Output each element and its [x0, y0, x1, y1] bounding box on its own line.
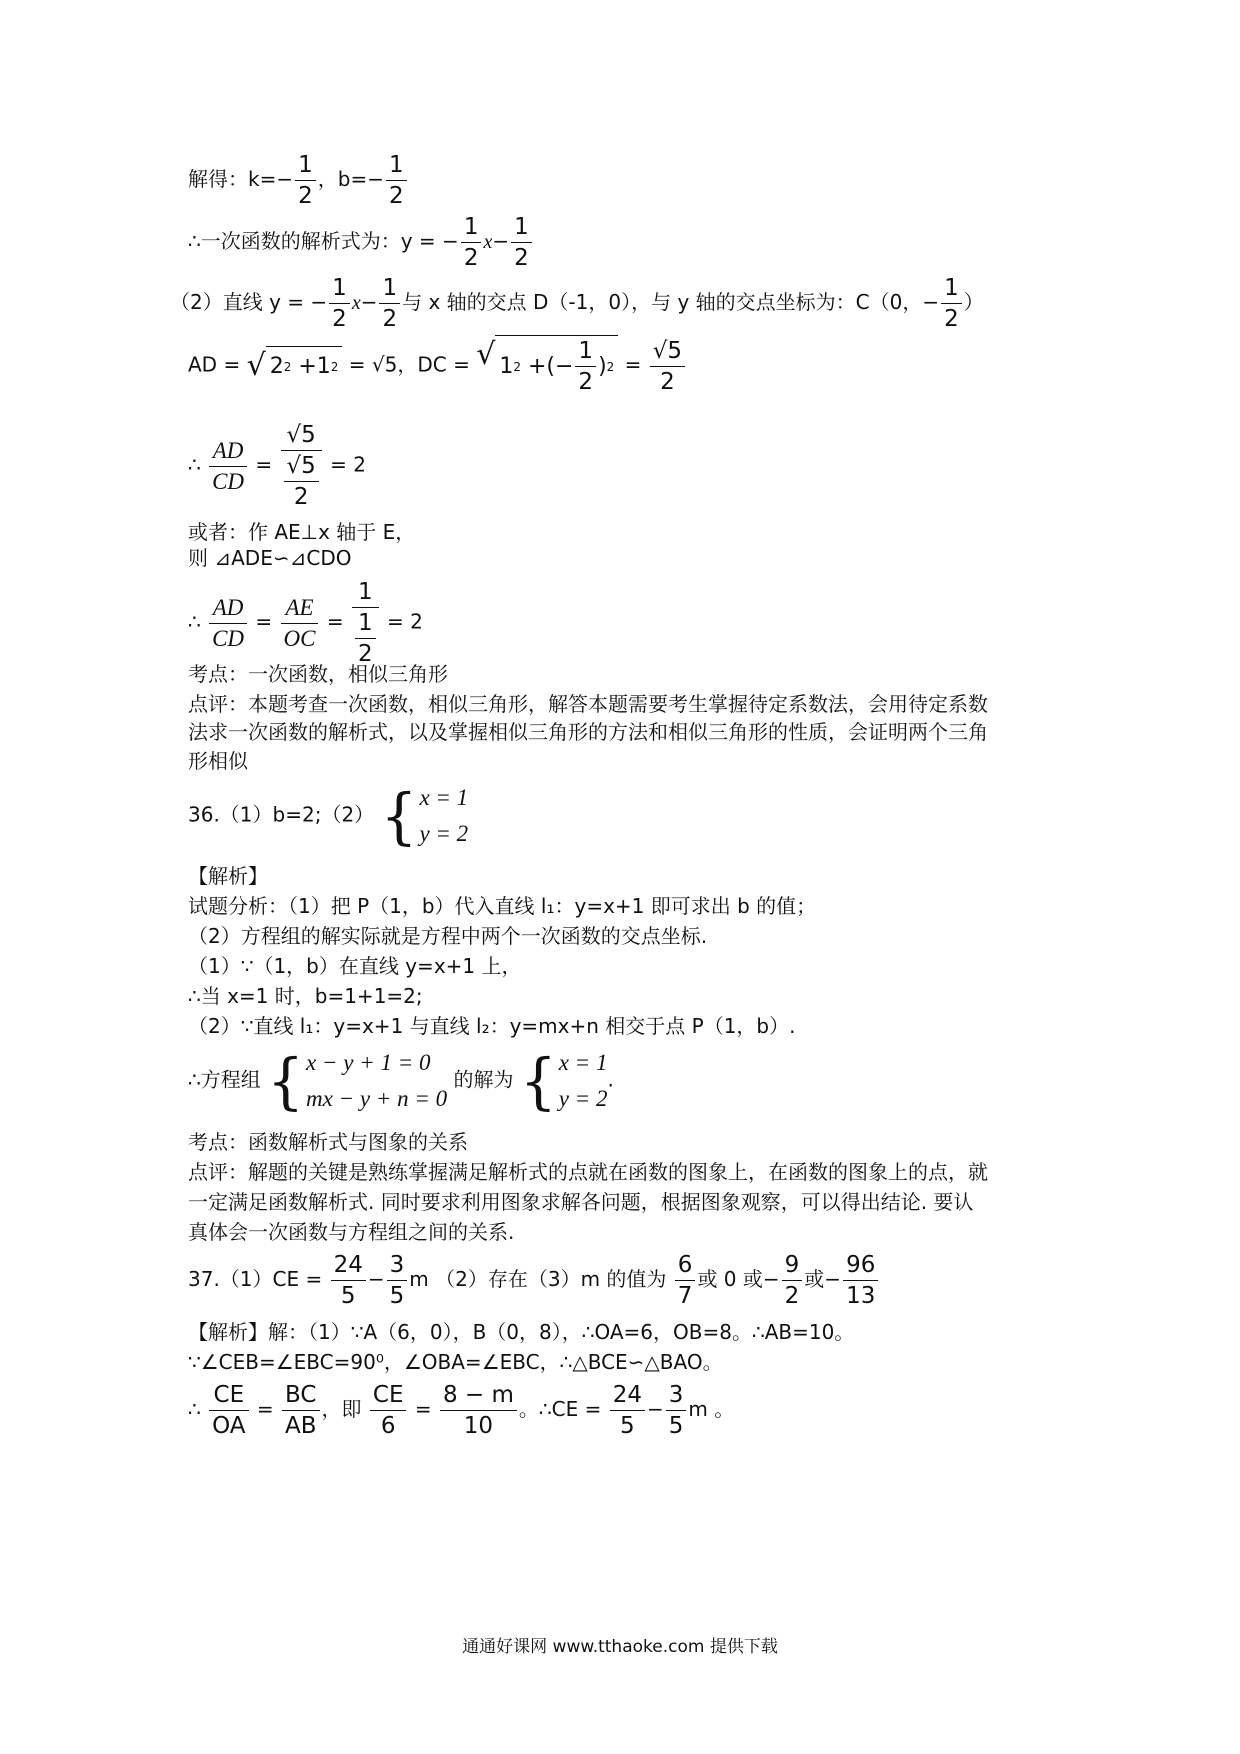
- text-close-paren: ）: [963, 290, 984, 314]
- comment-36-line-2: 一定满足函数解析式. 同时要求利用图象求解各问题，根据图象观察，可以得出结论. 要认: [188, 1190, 974, 1214]
- answer-37: 37.（1）CE = $\frac{24}{5}$ − $\frac{3}{5}$ m （2）存在（3）m 的值为 $\frac{6}{7}$ 或 0 或− $\frac{9}{2}$ 或− $\frac{96}{13}$: [188, 1250, 880, 1311]
- solution-line-k-b: 解得：k=− $\frac{1}{2}$ ，b=− $\frac{1}{2}$: [188, 150, 409, 211]
- text-answer-37: 37.（1）CE =: [188, 1267, 323, 1291]
- text-expression: ∴一次函数的解析式为：y =: [188, 229, 436, 253]
- key-points-35: 考点：一次函数，相似三角形: [188, 662, 448, 686]
- comment-35-line-3: 形相似: [188, 749, 248, 773]
- text-intersections: 与 x 轴的交点 D（-1，0），与 y 轴的交点坐标为：C（0，: [402, 290, 923, 314]
- text-therefore-4: 。∴: [518, 1397, 552, 1421]
- ratio-ae-oc: ∴ $\frac{AD}{CD}$ = $\frac{AE}{OC}$ = $\frac{1}{\frac{1}{2}}$ = 2: [188, 579, 423, 667]
- intersection-points-line: （2）直线 y = − $\frac{1}{2}$ x− $\frac{1}{2}$ 与 x 轴的交点 D（-1，0），与 y 轴的交点坐标为：C（0，− $\frac{1}{2}$ ）: [170, 275, 984, 332]
- analysis-heading-36: 【解析】: [188, 864, 268, 888]
- comment-35-line-1: 点评：本题考查一次函数，相似三角形，解答本题需要考生掌握待定系数法，会用待定系数: [188, 692, 988, 716]
- text-m-end: m 。: [688, 1397, 735, 1421]
- text-solve: 解得：k=: [188, 167, 277, 191]
- text-therefore-2: ∴: [188, 609, 201, 634]
- alternative-method-line: 或者：作 AE⊥x 轴于 E，: [188, 520, 416, 544]
- analysis-37-line-3: ∴ $\frac{CE}{OA}$ = $\frac{BC}{AB}$ ，即 $\frac{CE}{6}$ = $\frac{8 - m}{10}$ 。∴CE = $\frac{24}{5}$ − $\frac{3}{5}$ m 。: [188, 1382, 735, 1439]
- text-or-zero: 或 0 或: [697, 1267, 763, 1291]
- text-answer-36: 36.（1）b=2;（2）: [188, 802, 375, 827]
- text-m-values: m （2）存在（3）m 的值为: [409, 1267, 667, 1291]
- text-line-y: （2）直线 y =: [170, 290, 305, 314]
- analysis-36-line-1: 试题分析：（1）把 P（1，b）代入直线 l₁：y=x+1 即可求出 b 的值；: [188, 894, 817, 918]
- answer-36: 36.（1）b=2;（2） { x = 1 y = 2: [188, 780, 469, 852]
- analysis-36-line-2: （2）方程组的解实际就是方程中两个一次函数的交点坐标.: [188, 924, 708, 948]
- comment-35-line-2: 法求一次函数的解析式，以及掌握相似三角形的方法和相似三角形的性质，会证明两个三角: [188, 720, 988, 744]
- analysis-37-line-1: 【解析】解：（1）∵A（6，0），B（0，8），∴OA=6，OB=8。∴AB=10。: [188, 1320, 855, 1344]
- text-therefore: ∴: [188, 452, 201, 477]
- text-dc: ，DC =: [397, 352, 470, 377]
- analysis-36-line-3: （1）∵（1，b）在直线 y=x+1 上，: [188, 954, 522, 978]
- text-solution-is: 的解为: [453, 1067, 514, 1092]
- equation-system-36: ∴方程组 { x − y + 1 = 0 mx − y + n = 0 的解为 { x = 1 y = 2 .: [188, 1045, 614, 1117]
- footer-source: 通通好课网 www.tthaoke.com 提供下载: [462, 1637, 778, 1657]
- analysis-36-line-5: （2）∵直线 l₁：y=x+1 与直线 l₂：y=mx+n 相交于点 P（1，b）.: [188, 1014, 796, 1038]
- text-or: 或: [804, 1267, 825, 1291]
- similar-triangles-line: 则 ⊿ADE∽⊿CDO: [188, 546, 352, 570]
- comment-36-line-3: 真体会一次函数与方程组之间的关系.: [188, 1220, 515, 1244]
- key-points-36: 考点：函数解析式与图象的关系: [188, 1130, 468, 1154]
- ratio-ad-cd: ∴ $\frac{AD}{CD}$ = $\frac{√5}{\frac{√5}{2}}$ = 2: [188, 422, 367, 510]
- text-therefore-3: ∴: [188, 1397, 201, 1421]
- linear-function-expression: ∴一次函数的解析式为：y = − $\frac{1}{2}$ x− $\frac{1}{2}$: [188, 212, 534, 273]
- analysis-37-line-2: ∵∠CEB=∠EBC=90⁰，∠OBA=∠EBC，∴△BCE∽△BAO。: [188, 1350, 723, 1374]
- text-namely: ，即: [321, 1397, 362, 1421]
- text-ad: AD =: [188, 352, 241, 377]
- distance-ad-dc: AD = √ 2 2 +1 2 = √5，DC = √ 1 2 +(− $\frac{1}{2}$ ) 2 = $\frac{√5}{2}$: [188, 335, 687, 397]
- text-b: ，b=: [317, 167, 368, 191]
- analysis-36-line-4: ∴当 x=1 时，b=1+1=2;: [188, 984, 423, 1008]
- text-system: ∴方程组: [188, 1067, 261, 1092]
- comment-36-line-1: 点评：解题的关键是熟练掌握满足解析式的点就在函数的图象上，在函数的图象上的点，就: [188, 1160, 988, 1184]
- text-period: .: [607, 1067, 614, 1092]
